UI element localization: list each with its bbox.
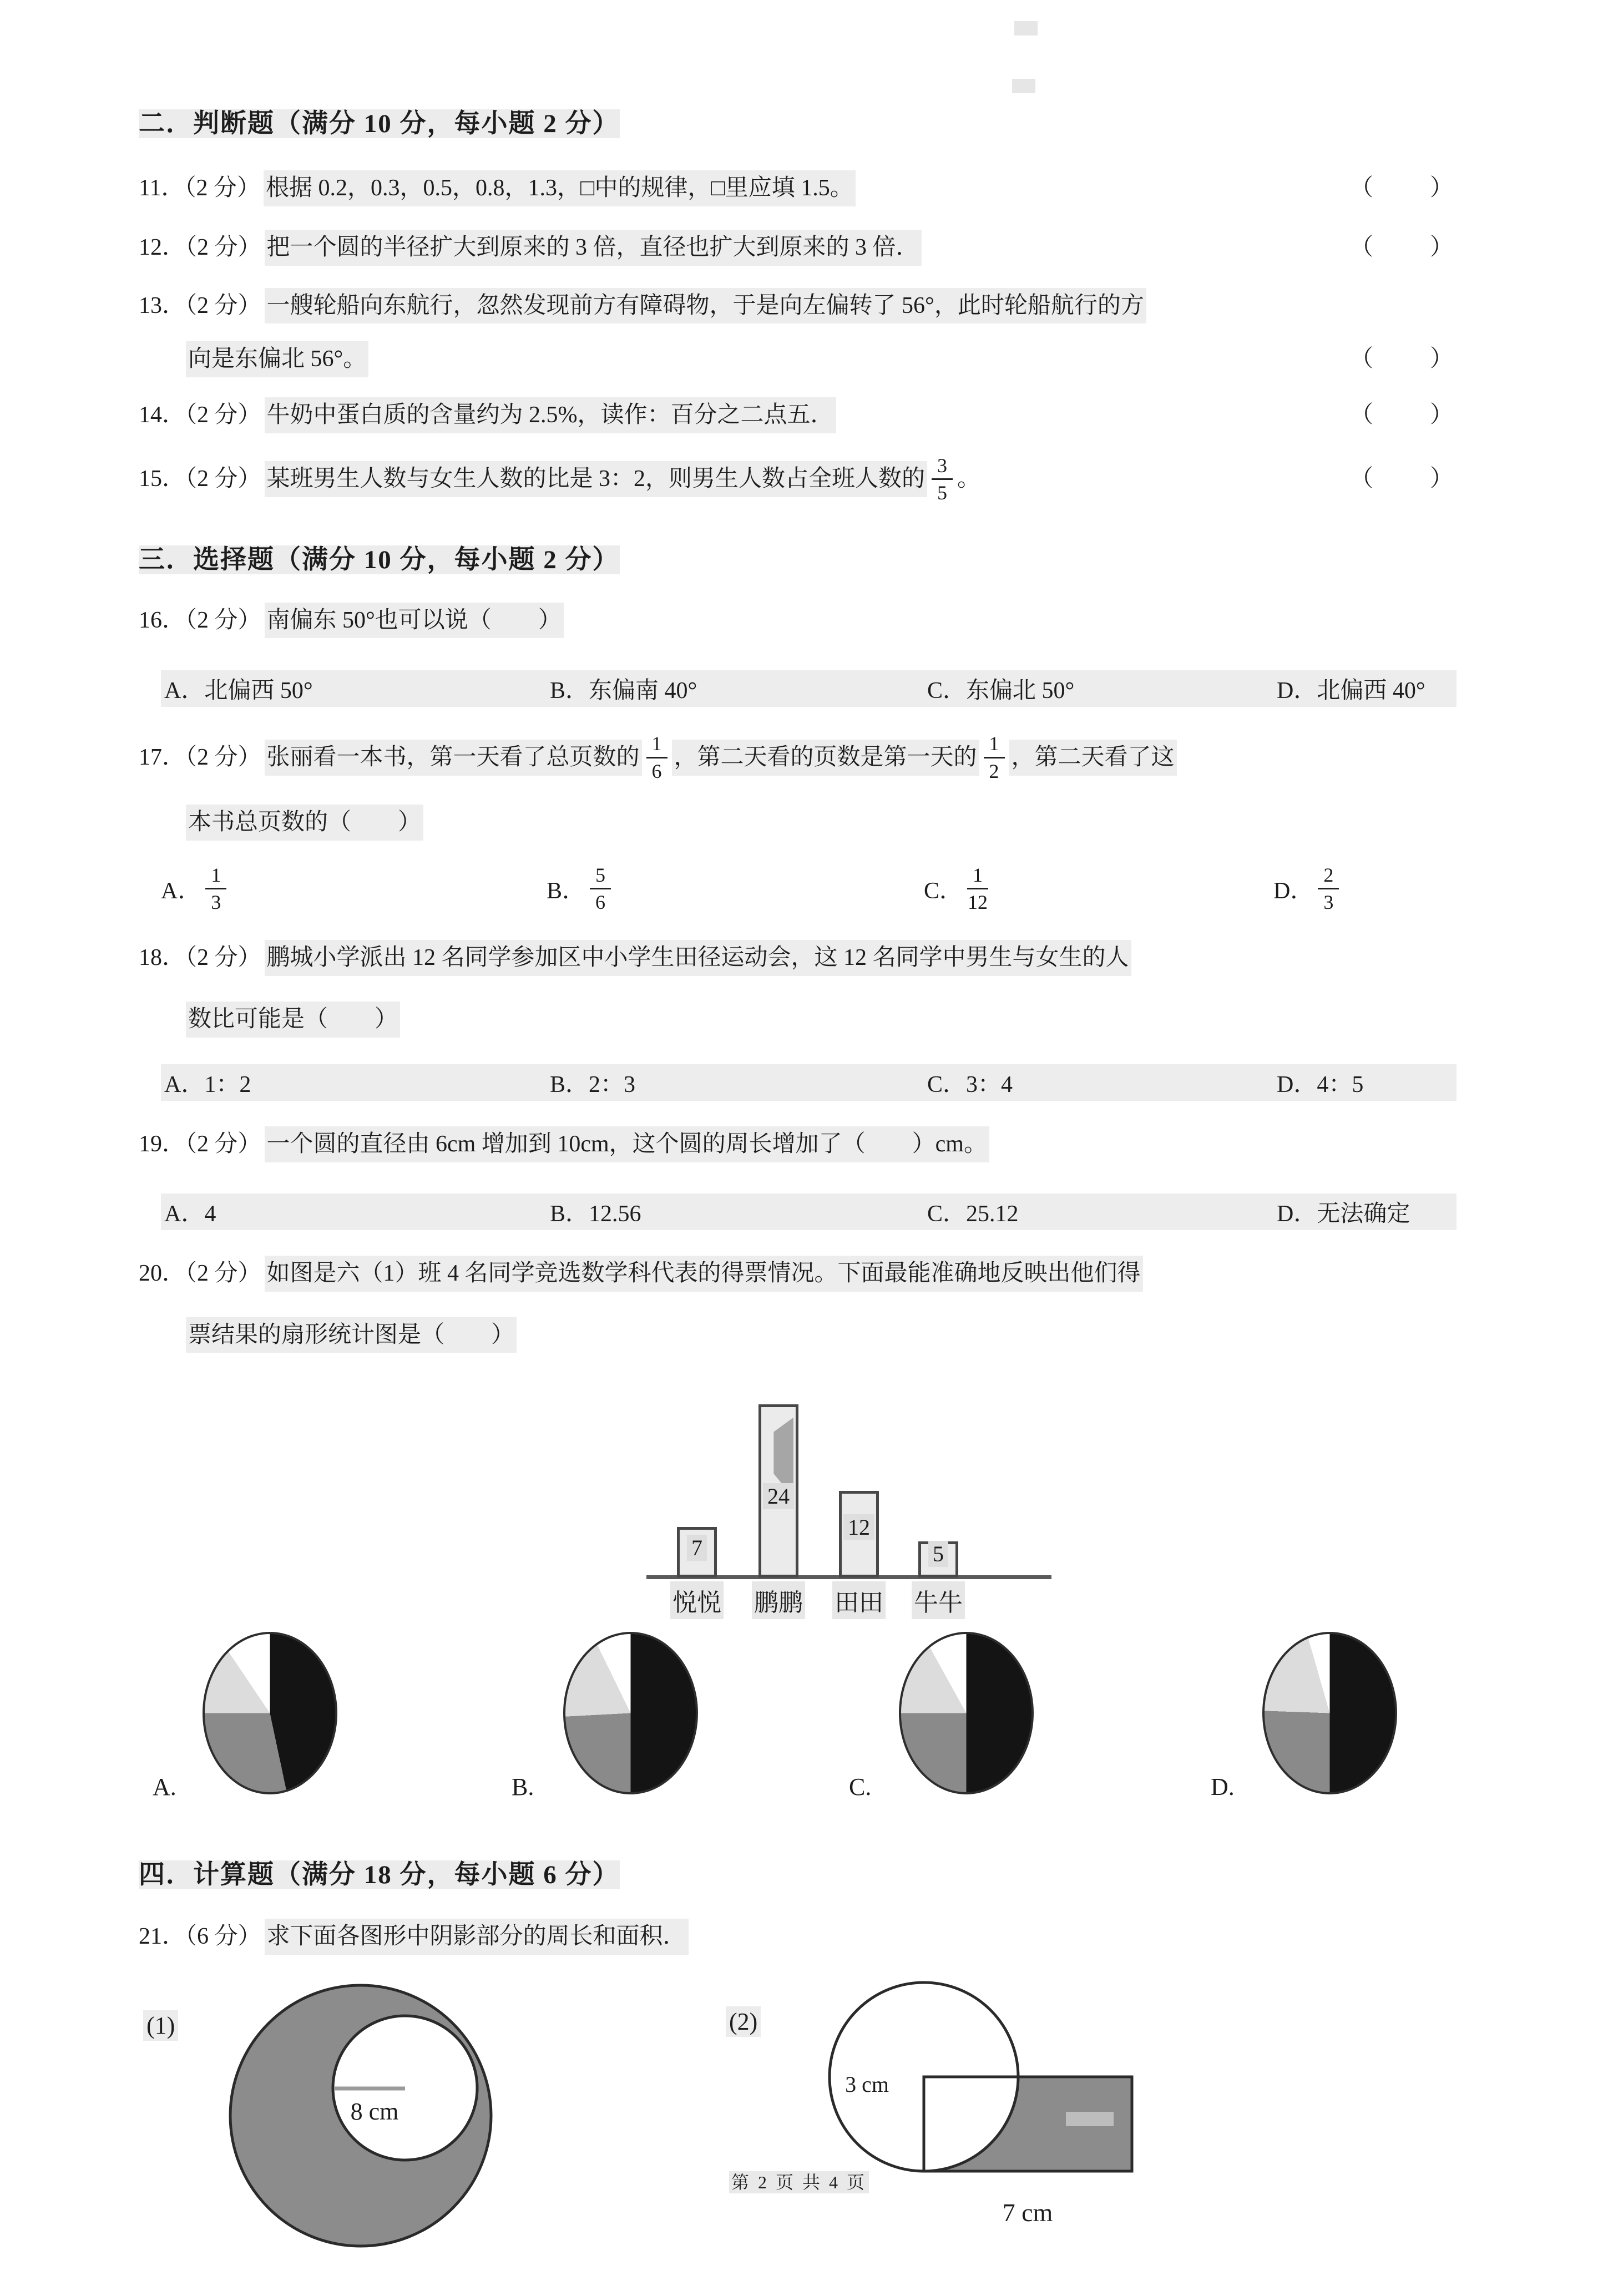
question-18-text2: 数比可能是（ ） [186, 1002, 400, 1038]
question-14 [139, 397, 1457, 433]
question-19-options [161, 1193, 1457, 1230]
question-19 [139, 1126, 1457, 1162]
fraction-5-6: $\frac{5}{6}$ [590, 864, 611, 914]
question-21-number: 21．（6 分） [139, 1924, 261, 1950]
pie-chart-options [139, 1627, 1457, 1838]
figure-1-label: (1) [143, 2010, 178, 2041]
scan-artifact-dash [1066, 2112, 1114, 2126]
question-14-answer-blank: （ ） [1349, 402, 1457, 428]
fraction-3-5: $\frac{3}{5}$ [932, 454, 953, 504]
option-c: C．东偏北 50° [924, 670, 1273, 707]
question-17-text2: ，第二天看的页数是第一天的 [672, 740, 979, 776]
option-b: B．12.56 [547, 1193, 924, 1230]
question-13-text1: 一艘轮船向东航行，忽然发现前方有障碍物，于是向左偏转了 56°，此时轮船航行的方 [265, 288, 1146, 324]
question-11-number: 11．（2 分） [139, 175, 260, 201]
question-21-figures [139, 1980, 1457, 2296]
figure-2-label: (2) [726, 2006, 761, 2037]
question-20-line2 [139, 1317, 1457, 1353]
bar-tiantian-value: 12 [843, 1514, 874, 1540]
pie-option-b [563, 1632, 698, 1794]
option-b: B． $\frac{5}{6}$ [547, 864, 924, 914]
fraction-2-3: $\frac{2}{3}$ [1318, 864, 1339, 914]
question-20-text2: 票结果的扇形统计图是（ ） [186, 1317, 517, 1353]
question-17-options [161, 864, 1457, 914]
pie-option-b-label: B. [512, 1773, 534, 1801]
figure-2-radius: 3 cm [845, 2072, 889, 2097]
question-13-line1 [139, 288, 1457, 324]
bar-yueyue-value: 7 [687, 1535, 707, 1561]
page-footer: 第 2 页 共 4 页 [729, 2168, 869, 2194]
figure-2-width: 7 cm [1002, 2198, 1053, 2227]
option-c: C．25.12 [924, 1193, 1273, 1230]
question-20-text1: 如图是六（1）班 4 名同学竞选数学科代表的得票情况。下面最能准确地反映出他们得 [265, 1256, 1143, 1292]
pie-option-c-label: C. [849, 1773, 872, 1801]
question-15-period: 。 [957, 466, 981, 492]
section-judge-title: 二．判断题（满分 10 分，每小题 2 分） [139, 109, 620, 138]
question-11-answer-blank: （ ） [1349, 175, 1457, 201]
question-18-line1 [139, 940, 1457, 976]
question-15 [139, 454, 1457, 504]
option-b: B．东偏南 40° [547, 670, 924, 707]
question-15-number: 15．（2 分） [139, 466, 261, 492]
question-13-answer-blank: （ ） [1349, 346, 1457, 372]
bar-pengpeng-value: 24 [763, 1483, 794, 1509]
question-17-number: 17．（2 分） [139, 744, 261, 770]
bar-label-pengpeng: 鹏鹏 [752, 1581, 805, 1619]
figure-2-circle-rectangle [805, 1974, 1160, 2263]
question-20-number: 20．（2 分） [139, 1260, 261, 1286]
bar-label-tiantian: 田田 [832, 1581, 886, 1619]
bar-label-niuniu: 牛牛 [912, 1581, 965, 1619]
fraction-1-6: $\frac{1}{6}$ [646, 732, 667, 782]
figure-1-dimension: 8 cm [350, 2098, 399, 2126]
option-a: A．北偏西 50° [161, 670, 547, 707]
question-19-text: 一个圆的直径由 6cm 增加到 10cm，这个圆的周长增加了（ ）cm。 [265, 1126, 989, 1162]
question-16-text: 南偏东 50°也可以说（ ） [265, 603, 564, 639]
bar-niuniu-value: 5 [928, 1541, 948, 1567]
question-21 [139, 1919, 1457, 1955]
question-13-number: 13．（2 分） [139, 292, 261, 318]
question-17-text4: 本书总页数的（ ） [186, 805, 423, 841]
bar-niuniu [918, 1541, 958, 1577]
question-19-number: 19．（2 分） [139, 1131, 261, 1157]
bar-pengpeng [758, 1404, 798, 1577]
question-18-text1: 鹏城小学派出 12 名同学参加区中小学生田径运动会，这 12 名同学中男生与女生的人 [265, 940, 1131, 976]
question-13-line2 [139, 341, 1457, 377]
pie-option-d [1262, 1632, 1397, 1794]
option-d: D．北偏西 40° [1273, 670, 1457, 707]
option-c: C． $\frac{1}{12}$ [924, 863, 988, 914]
pie-option-a-label: A. [153, 1773, 176, 1801]
question-14-text: 牛奶中蛋白质的含量约为 2.5%，读作：百分之二点五． [265, 397, 836, 433]
question-17-line1 [139, 732, 1457, 782]
votes-bar-chart [641, 1380, 1074, 1619]
question-13-text2: 向是东偏北 56°。 [186, 341, 368, 377]
question-18-line2 [139, 1002, 1457, 1038]
bar-tiantian [839, 1491, 879, 1577]
pie-option-a [203, 1632, 337, 1794]
option-d: D．4：5 [1273, 1064, 1457, 1101]
pie-option-c [899, 1632, 1034, 1794]
fraction-1-3: $\frac{1}{3}$ [205, 864, 226, 914]
question-14-number: 14．（2 分） [139, 402, 261, 428]
question-17-text3: ，第二天看了这 [1009, 740, 1177, 776]
bar-label-yueyue: 悦悦 [670, 1581, 724, 1619]
question-11 [139, 170, 1457, 206]
question-12-answer-blank: （ ） [1349, 234, 1457, 260]
question-12 [139, 230, 1457, 266]
question-15-answer-blank: （ ） [1349, 466, 1457, 492]
section-choice-title: 三．选择题（满分 10 分，每小题 2 分） [139, 545, 620, 574]
question-21-text: 求下面各图形中阴影部分的周长和面积． [265, 1919, 689, 1955]
figure-1-ring-circles [183, 1980, 572, 2257]
question-16 [139, 603, 1457, 639]
question-18-number: 18．（2 分） [139, 945, 261, 971]
question-16-number: 16．（2 分） [139, 607, 261, 633]
question-12-text: 把一个圆的半径扩大到原来的 3 倍，直径也扩大到原来的 3 倍． [265, 230, 922, 266]
option-c: C．3：4 [924, 1064, 1273, 1101]
option-a: A．1：2 [161, 1064, 547, 1101]
option-a: A． $\frac{1}{3}$ [161, 864, 547, 914]
fraction-1-2: $\frac{1}{2}$ [984, 732, 1005, 782]
question-18-options [161, 1064, 1457, 1101]
option-d: D． $\frac{2}{3}$ [1273, 864, 1457, 914]
section-calc-title: 四．计算题（满分 18 分，每小题 6 分） [139, 1860, 620, 1890]
question-17-line2 [139, 805, 1457, 841]
fraction-1-12: $\frac{1}{12}$ [968, 863, 988, 914]
pie-option-d-label: D. [1211, 1773, 1235, 1801]
option-a: A．4 [161, 1193, 547, 1230]
question-15-text: 某班男生人数与女生人数的比是 3：2，则男生人数占全班人数的 [265, 461, 928, 497]
question-20-line1 [139, 1256, 1457, 1292]
option-d: D．无法确定 [1273, 1193, 1457, 1230]
option-b: B．2：3 [547, 1064, 924, 1101]
question-12-number: 12．（2 分） [139, 234, 261, 260]
question-16-options [161, 670, 1457, 707]
question-11-text: 根据 0.2，0.3，0.5，0.8，1.3，□中的规律，□里应填 1.5。 [264, 170, 856, 206]
question-17-text1: 张丽看一本书，第一天看了总页数的 [265, 740, 642, 776]
bar-yueyue [677, 1527, 717, 1577]
